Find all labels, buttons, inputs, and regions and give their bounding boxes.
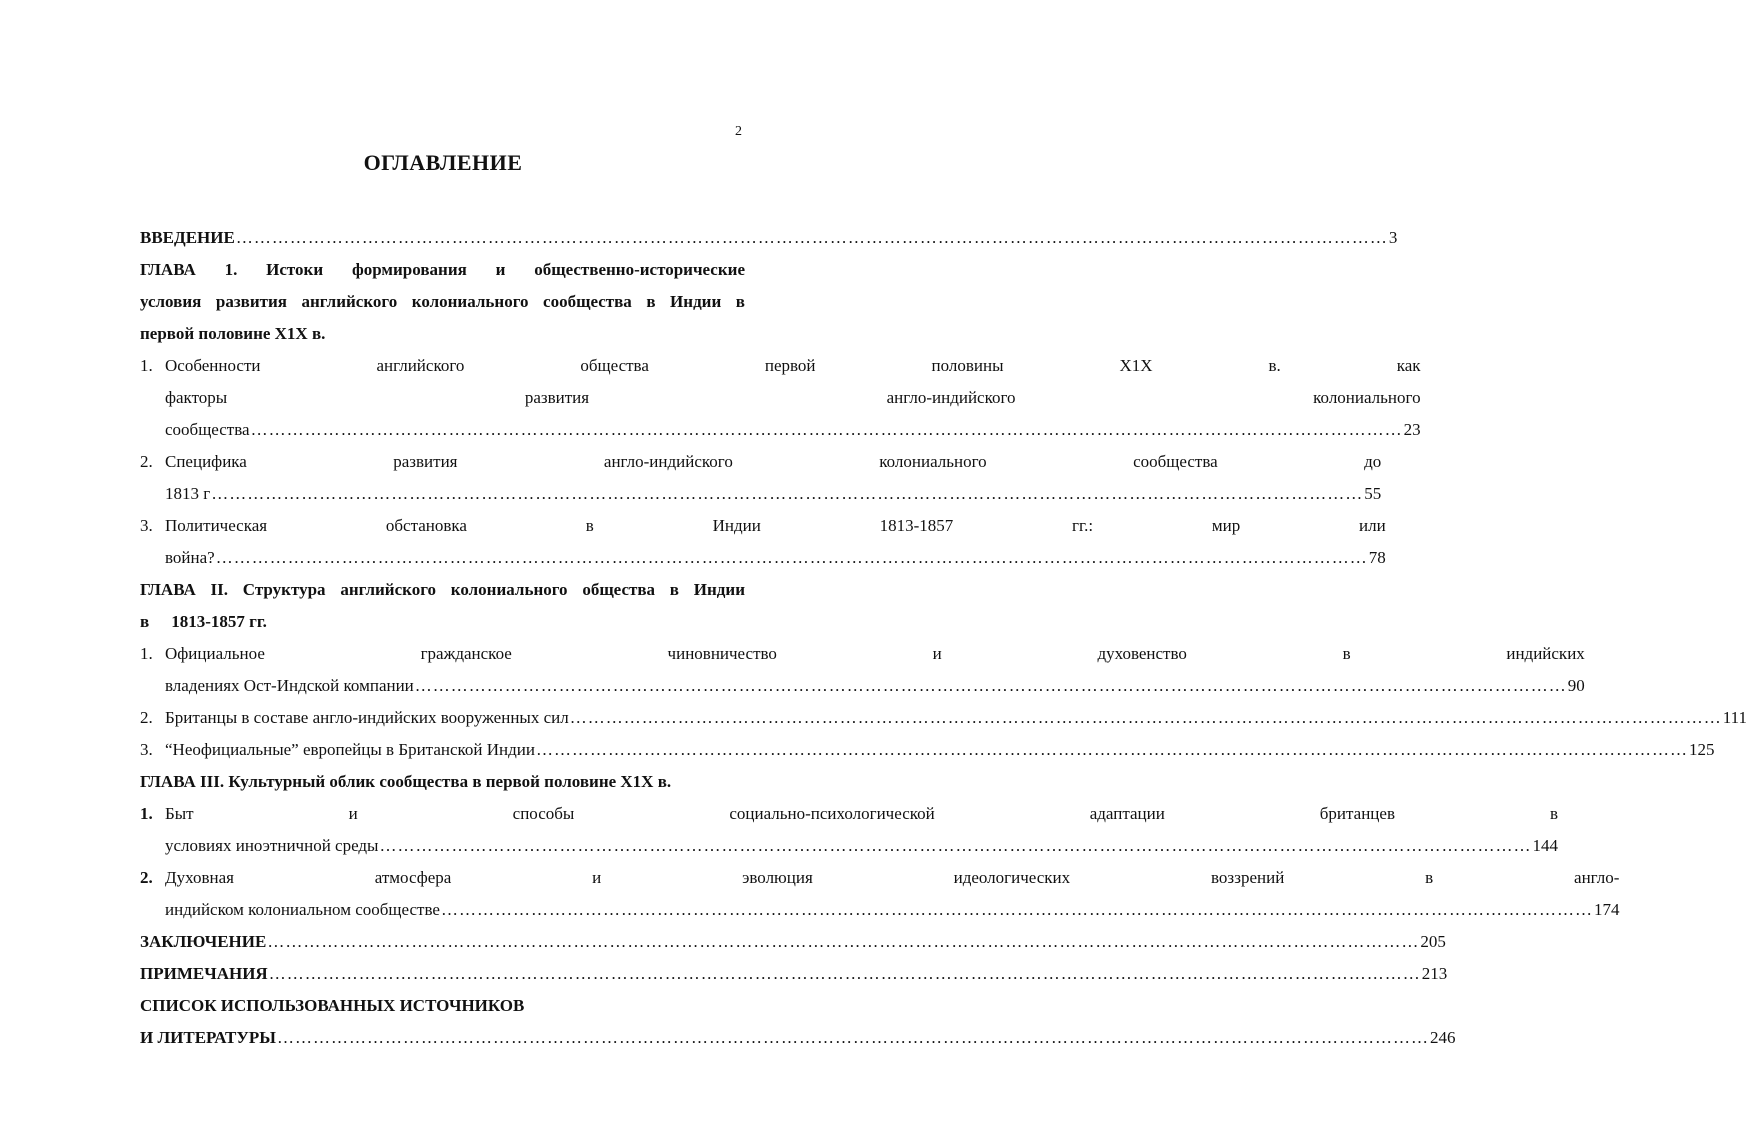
entry-page: 3 <box>1388 228 1398 247</box>
item-number: 3. <box>140 516 153 535</box>
leader-dots <box>536 734 1688 766</box>
entry-page: 144 <box>1532 836 1558 855</box>
page-title: ОГЛАВЛЕНИЕ <box>363 150 523 175</box>
item-number: 1. <box>140 356 153 375</box>
leader-dots <box>211 478 1363 510</box>
item-text-line: Особенности английского общества первой половины X1X в. как <box>165 356 1421 375</box>
item-text: владениях Ост-Индской компании <box>165 676 414 695</box>
entry-page: 125 <box>1688 740 1715 759</box>
item-word: факторы <box>165 388 228 407</box>
item-word: колониального <box>1313 388 1421 407</box>
item-number: 3. <box>140 740 153 759</box>
toc-item-2-1 <box>140 638 1585 702</box>
item-text-line-spaced <box>165 382 1421 414</box>
item-number: 2. <box>140 708 153 727</box>
toc-item-2-2 <box>140 702 1747 734</box>
leader-dots <box>277 1022 1429 1054</box>
item-text: “Неофициальные” европейцы в Британской Индии <box>165 740 535 759</box>
entry-label: СПИСОК ИСПОЛЬЗОВАННЫХ ИСТОЧНИКОВ <box>140 996 525 1015</box>
leader-dots <box>269 958 1421 990</box>
item-last-line <box>165 414 1421 446</box>
item-number: 1. <box>140 804 153 823</box>
item-text: индийском колониальном сообществе <box>165 900 440 919</box>
toc-item-1-2 <box>140 446 1382 510</box>
item-number: 2. <box>140 452 153 471</box>
item-text: сообщества <box>165 420 250 439</box>
item-last-line <box>165 670 1585 702</box>
chapter-2-title-line-1: ГЛАВА II. Структура английского колониального общества в Индии <box>140 580 745 599</box>
entry-page: 205 <box>1420 932 1446 951</box>
toc-item-1-1 <box>140 350 1421 446</box>
item-text: война? <box>165 548 215 567</box>
leader-dots <box>379 830 1531 862</box>
leader-dots <box>441 894 1593 926</box>
item-last-line <box>165 542 1386 574</box>
item-text-line: Политическая обстановка в Индии 1813-1857 гг.: мир или <box>165 516 1386 535</box>
entry-label: ЗАКЛЮЧЕНИЕ <box>140 932 267 951</box>
table-of-contents <box>140 222 1747 1054</box>
entry-label: ВВЕДЕНИЕ <box>140 228 235 247</box>
entry-page: 90 <box>1567 676 1585 695</box>
item-last-line <box>165 734 1714 766</box>
item-text-line: Специфика развития англо-индийского колониального сообщества до <box>165 452 1382 471</box>
item-text: Британцы в составе англо-индийских вооруженных сил <box>165 708 569 727</box>
item-last-line <box>165 894 1619 926</box>
entry-page: 23 <box>1403 420 1421 439</box>
chapter-1-title-line-1: ГЛАВА 1. Истоки формирования и общественно-исторические <box>140 260 745 279</box>
page-number: 2 <box>735 124 742 139</box>
item-number: 2. <box>140 868 153 887</box>
entry-page: 111 <box>1722 708 1747 727</box>
item-last-line <box>165 830 1558 862</box>
item-text-line: Духовная атмосфера и эволюция идеологических воззрений в англо- <box>165 868 1620 887</box>
toc-entry-notes <box>140 958 1448 990</box>
toc-entry-sources-line-2 <box>140 1022 1456 1054</box>
entry-label: ПРИМЕЧАНИЯ <box>140 964 268 983</box>
item-number: 1. <box>140 644 153 663</box>
chapter-1-title-line-3: первой половине X1X в. <box>140 324 326 343</box>
chapter-2-prefix: в <box>140 612 150 631</box>
leader-dots <box>236 222 1388 254</box>
item-text: 1813 г <box>165 484 211 503</box>
chapter-2-years: 1813-1857 гг. <box>171 612 267 631</box>
entry-page: 174 <box>1593 900 1620 919</box>
entry-label: И ЛИТЕРАТУРЫ <box>140 1028 276 1047</box>
item-word: развития <box>524 388 590 407</box>
chapter-1-title-line-2: условия развития английского колониального сообщества в Индии в <box>140 292 745 311</box>
entry-page: 213 <box>1421 964 1448 983</box>
toc-entry-conclusion <box>140 926 1446 958</box>
leader-dots <box>216 542 1368 574</box>
entry-page: 55 <box>1364 484 1382 503</box>
item-text-line: Быт и способы социально-психологической адаптации британцев в <box>165 804 1558 823</box>
toc-entry-sources-line-1 <box>140 990 745 1022</box>
toc-item-1-3 <box>140 510 1386 574</box>
item-text-line: Официальное гражданское чиновничество и духовенство в индийских <box>165 644 1585 663</box>
toc-item-2-3 <box>140 734 1715 766</box>
toc-item-3-1 <box>140 798 1558 862</box>
leader-dots <box>415 670 1567 702</box>
leader-dots <box>267 926 1419 958</box>
toc-item-3-2 <box>140 862 1620 926</box>
item-last-line <box>165 702 1747 734</box>
chapter-2-title-line-2 <box>140 606 745 638</box>
chapter-3-title: ГЛАВА III. Культурный облик сообщества в первой половине X1X в. <box>140 772 672 791</box>
entry-page: 78 <box>1368 548 1386 567</box>
item-word: англо-индийского <box>886 388 1016 407</box>
item-last-line <box>165 478 1381 510</box>
entry-page: 246 <box>1429 1028 1456 1047</box>
leader-dots <box>570 702 1722 734</box>
item-text: условиях иноэтничной среды <box>165 836 379 855</box>
leader-dots <box>251 414 1403 446</box>
toc-entry-intro <box>140 222 1398 254</box>
